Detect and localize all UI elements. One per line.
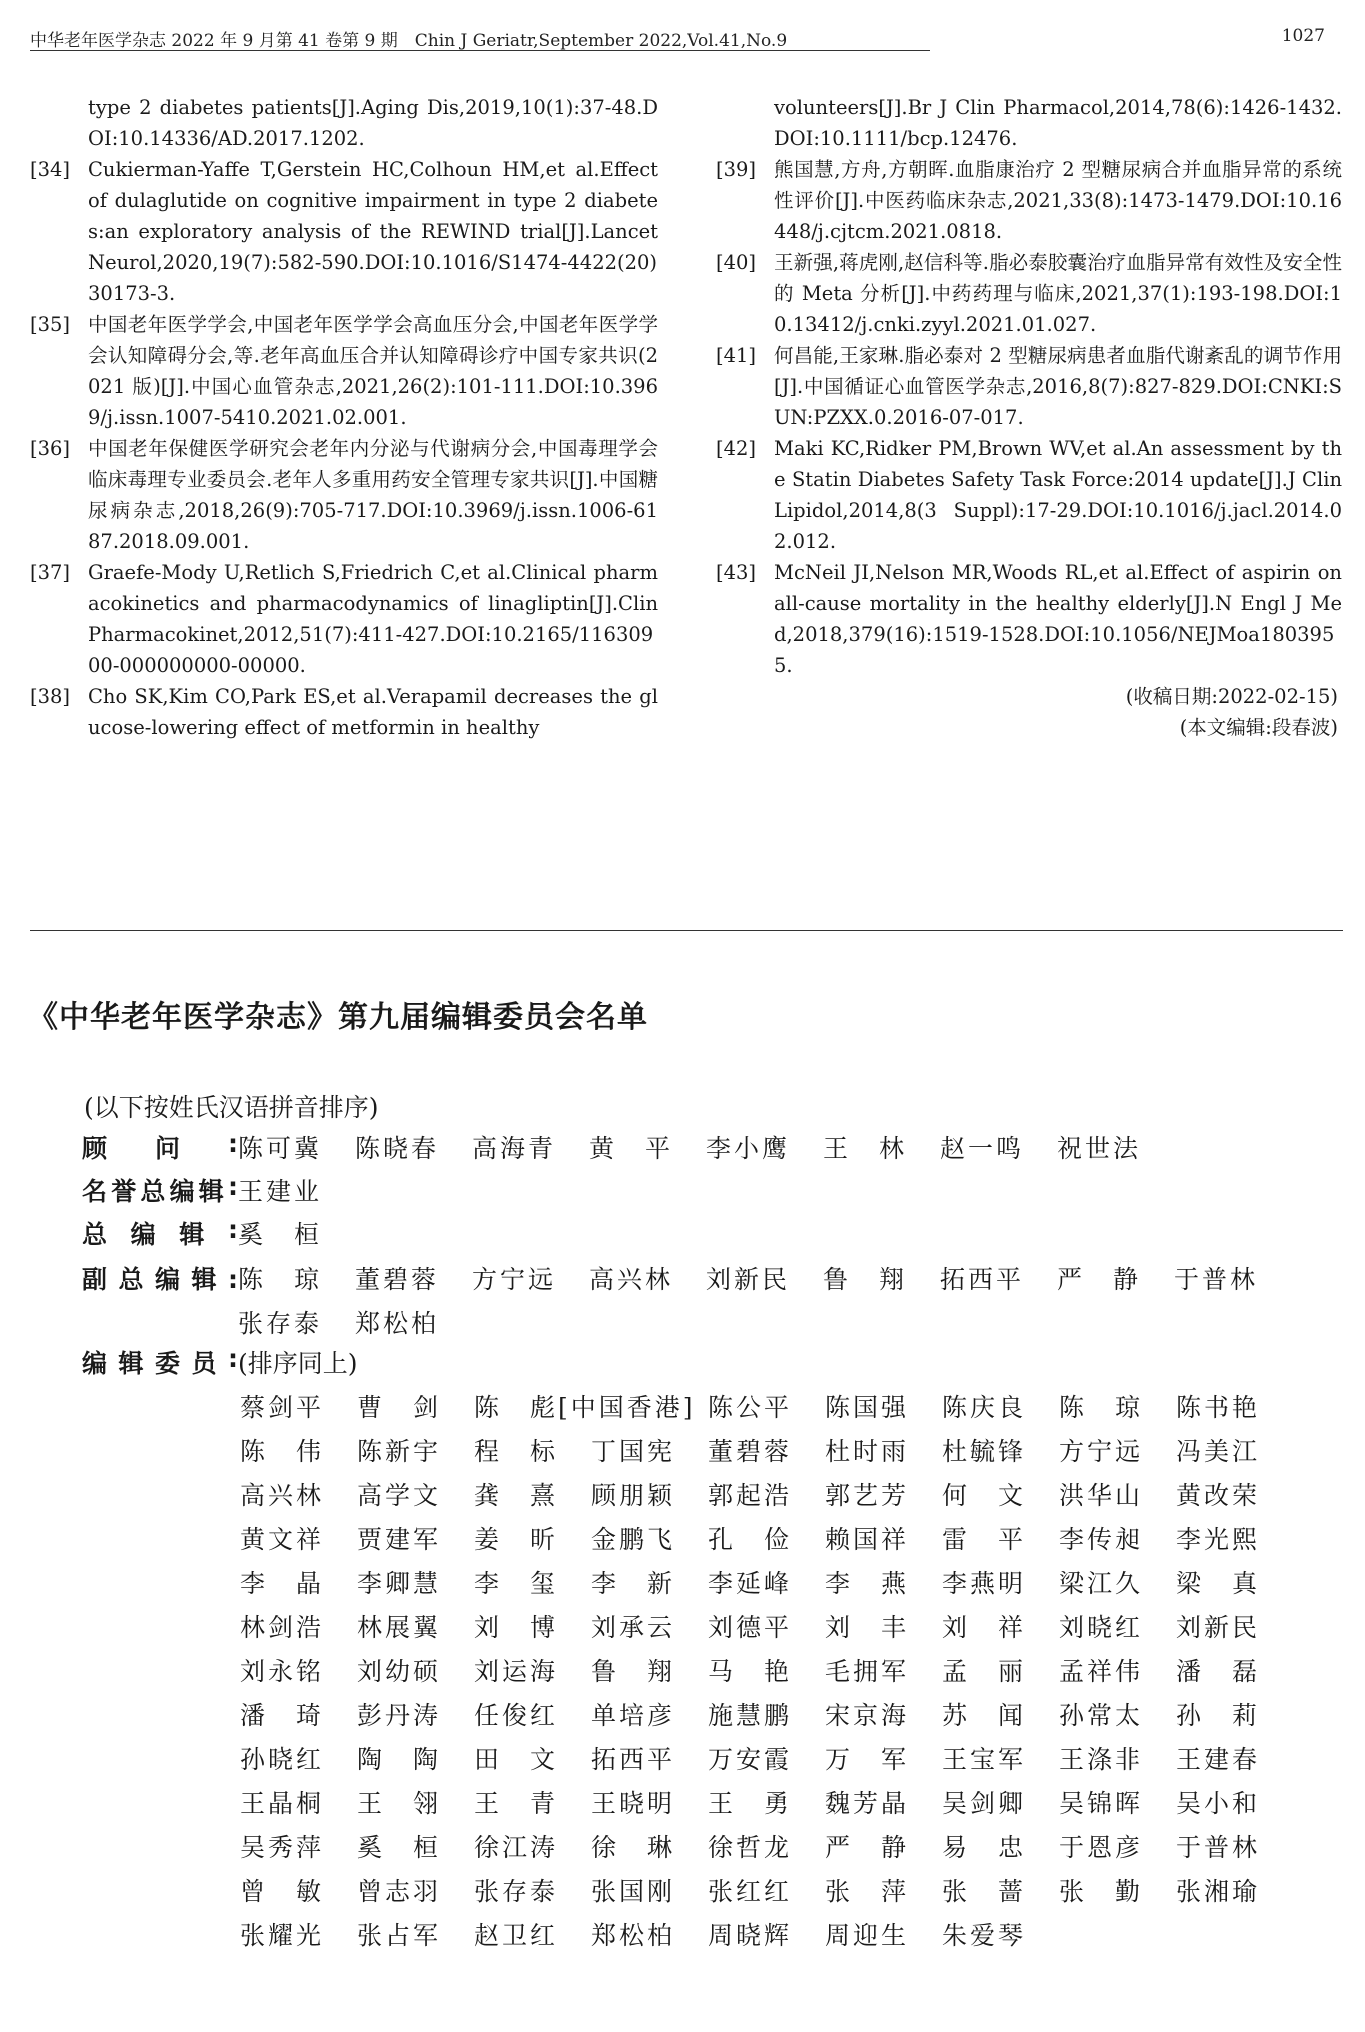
member-name: 于恩彦 xyxy=(1059,1833,1144,1862)
person-name: 高兴林 xyxy=(589,1265,674,1294)
member-name: 万 军 xyxy=(825,1745,910,1774)
deputy-label: 副 总 编 辑 : xyxy=(82,1265,238,1294)
member-name: 吴小和 xyxy=(1176,1789,1261,1818)
reference-text: 中国老年保健医学研究会老年内分泌与代谢病分会,中国毒理学会临床毒理专业委员会.老年人多重用药安全管理专家共识[J].中国糖尿病杂志,2018,26(9):705-717.DOI:10.3969/j.issn.1006-6187.2018.09.001. xyxy=(88,437,658,553)
member-name: 刘运海 xyxy=(474,1657,559,1686)
member-name: 陈国强 xyxy=(825,1393,910,1422)
member-name: 陈公平 xyxy=(708,1393,793,1422)
person-name: 高海青 xyxy=(472,1134,557,1163)
member-name: 万安霞 xyxy=(708,1745,793,1774)
board-title: 《中华老年医学杂志》第九届编辑委员会名单 xyxy=(28,1000,648,1035)
member-name: 黄改荣 xyxy=(1176,1481,1261,1510)
received-date: (收稿日期:2022-02-15) xyxy=(1125,685,1338,708)
member-name: 刘永铭 xyxy=(240,1657,325,1686)
member-name: 梁 真 xyxy=(1176,1569,1261,1598)
person-name: 拓西平 xyxy=(940,1265,1025,1294)
person-name: 黄 平 xyxy=(589,1134,674,1163)
member-name: 程 标 xyxy=(474,1437,559,1466)
member-name: 刘幼硕 xyxy=(357,1657,442,1686)
members-grid xyxy=(240,1386,1350,1958)
references-left-column xyxy=(30,92,658,743)
person-name: 李小鹰 xyxy=(706,1134,791,1163)
member-name: 吴锦晖 xyxy=(1059,1789,1144,1818)
member-name: 雷 平 xyxy=(942,1525,1027,1554)
person-name: 陈晓春 xyxy=(355,1134,440,1163)
member-name: 丁国宪 xyxy=(591,1437,676,1466)
reference-number: [37] xyxy=(30,561,71,584)
member-name: 曹 剑 xyxy=(357,1393,442,1422)
reference-number: [36] xyxy=(30,437,71,460)
article-editor: (本文编辑:段春波) xyxy=(1179,716,1338,739)
member-name: 林展翼 xyxy=(357,1613,442,1642)
reference-number: [34] xyxy=(30,158,71,181)
advisors-label: 顾 问 : xyxy=(82,1129,238,1163)
member-name: 奚 桓 xyxy=(357,1833,442,1862)
member-name: 刘承云 xyxy=(591,1613,676,1642)
member-name: 陈 彪[中国香港] xyxy=(474,1393,696,1422)
person-name: 鲁 翔 xyxy=(823,1265,908,1294)
member-name: 杜毓锋 xyxy=(942,1437,1027,1466)
person-name: 陈 琼 xyxy=(238,1265,323,1294)
member-name: 宋京海 xyxy=(825,1701,910,1730)
person-name: 王 林 xyxy=(823,1134,908,1163)
chief-label: 总 编 辑 : xyxy=(82,1215,238,1249)
chief-editor-row xyxy=(82,1215,1318,1251)
member-name: 李燕明 xyxy=(942,1569,1027,1598)
member-name: 陈 伟 xyxy=(240,1437,325,1466)
person-name: 祝世法 xyxy=(1057,1134,1142,1163)
member-name: 孙晓红 xyxy=(240,1745,325,1774)
reference-item xyxy=(30,681,658,743)
reference-text: Cukierman-Yaffe T,Gerstein HC,Colhoun HM,et al.Effect of dulaglutide on cognitive impairment in type 2 diabetes:an exploratory analysis of the REWIND trial[J].Lancet Neurol,2020,19(7):582-590.DOI:10.1016/S1474-4422(20)30173-3. xyxy=(88,158,658,305)
member-name: 孙常太 xyxy=(1059,1701,1144,1730)
member-name: 高学文 xyxy=(357,1481,442,1510)
member-name: 王 青 xyxy=(474,1789,559,1818)
member-name: 曾 敏 xyxy=(240,1877,325,1906)
member-name: 朱爱琴 xyxy=(942,1921,1027,1950)
member-name: 陈庆良 xyxy=(942,1393,1027,1422)
member-name: 彭丹涛 xyxy=(357,1701,442,1730)
reference-item xyxy=(716,154,1342,247)
person-name: 王建业 xyxy=(238,1177,323,1206)
member-name: 李 玺 xyxy=(474,1569,559,1598)
member-name: 吴剑卿 xyxy=(942,1789,1027,1818)
reference-item xyxy=(716,340,1342,433)
reference-text: Graefe-Mody U,Retlich S,Friedrich C,et al.Clinical pharmacokinetics and pharmacodynamics of linagliptin[J].Clin Pharmacokinet,2012,51(7):411-427.DOI:10.2165/11630900-000000000-00000. xyxy=(88,561,658,677)
member-name: 孟祥伟 xyxy=(1059,1657,1144,1686)
member-name: 郭艺芳 xyxy=(825,1481,910,1510)
member-name: 张国刚 xyxy=(591,1877,676,1906)
reference-text: Cho SK,Kim CO,Park ES,et al.Verapamil decreases the glucose-lowering effect of metformin in healthy xyxy=(88,685,658,739)
reference-number: [38] xyxy=(30,685,71,708)
person-name: 张存泰 xyxy=(238,1309,323,1338)
person-name: 董碧蓉 xyxy=(355,1265,440,1294)
member-name: 单培彦 xyxy=(591,1701,676,1730)
member-name: 马 艳 xyxy=(708,1657,793,1686)
reference-item xyxy=(30,433,658,557)
member-name: 蔡剑平 xyxy=(240,1393,325,1422)
member-name: 张耀光 xyxy=(240,1921,325,1950)
member-name: 李卿慧 xyxy=(357,1569,442,1598)
member-name: 潘 磊 xyxy=(1176,1657,1261,1686)
member-name: 李 新 xyxy=(591,1569,676,1598)
member-name: 贾建军 xyxy=(357,1525,442,1554)
member-name: 张存泰 xyxy=(474,1877,559,1906)
member-name: 金鹏飞 xyxy=(591,1525,676,1554)
members-row xyxy=(82,1344,1318,1380)
member-name: 顾朋颖 xyxy=(591,1481,676,1510)
member-name: 拓西平 xyxy=(591,1745,676,1774)
member-name: 陶 陶 xyxy=(357,1745,442,1774)
reference-item xyxy=(30,557,658,681)
reference-item xyxy=(30,92,658,154)
member-name: 郑松柏 xyxy=(591,1921,676,1950)
honorary-label: 名 誉 总 编 辑 : xyxy=(82,1172,238,1206)
member-name: 张占军 xyxy=(357,1921,442,1950)
member-name: 李传昶 xyxy=(1059,1525,1144,1554)
reference-text: 何昌能,王家琳.脂必泰对 2 型糖尿病患者血脂代谢紊乱的调节作用[J].中国循证心血管医学杂志,2016,8(7):827-829.DOI:CNKI:SUN:PZXX.0.2016-07-017. xyxy=(774,344,1342,429)
members-note: (排序同上) xyxy=(238,1349,358,1378)
member-name: 周迎生 xyxy=(825,1921,910,1950)
member-name: 陈书艳 xyxy=(1176,1393,1261,1422)
person-name: 方宁远 xyxy=(472,1265,557,1294)
member-name: 刘德平 xyxy=(708,1613,793,1642)
person-name: 郑松柏 xyxy=(355,1309,440,1338)
member-name: 王晓明 xyxy=(591,1789,676,1818)
member-name: 施慧鹏 xyxy=(708,1701,793,1730)
member-name: 曾志羽 xyxy=(357,1877,442,1906)
member-name: 冯美江 xyxy=(1176,1437,1261,1466)
member-name: 董碧蓉 xyxy=(708,1437,793,1466)
member-name: 高兴林 xyxy=(240,1481,325,1510)
member-name: 梁江久 xyxy=(1059,1569,1144,1598)
journal-citation: 中华老年医学杂志 2022 年 9 月第 41 卷第 9 期 Chin J Geriatr,September 2022,Vol.41,No.9 xyxy=(30,31,788,51)
member-name: 刘晓红 xyxy=(1059,1613,1144,1642)
header-rule xyxy=(30,50,930,51)
reference-number: [39] xyxy=(716,158,757,181)
reference-number: [35] xyxy=(30,313,71,336)
member-name: 任俊红 xyxy=(474,1701,559,1730)
member-name: 陈新宇 xyxy=(357,1437,442,1466)
member-name: 龚 熹 xyxy=(474,1481,559,1510)
reference-number: [42] xyxy=(716,437,757,460)
member-name: 姜 昕 xyxy=(474,1525,559,1554)
page-number: 1027 xyxy=(1281,26,1325,46)
reference-item xyxy=(30,154,658,309)
member-name: 严 静 xyxy=(825,1833,910,1862)
member-name: 田 文 xyxy=(474,1745,559,1774)
member-name: 刘 丰 xyxy=(825,1613,910,1642)
reference-item xyxy=(716,557,1342,681)
member-name: 陈 琼 xyxy=(1059,1393,1144,1422)
member-name: 毛拥军 xyxy=(825,1657,910,1686)
member-name: 魏芳晶 xyxy=(825,1789,910,1818)
person-name: 奚 桓 xyxy=(238,1220,323,1249)
person-name: 刘新民 xyxy=(706,1265,791,1294)
reference-item xyxy=(716,247,1342,340)
member-name: 王晶桐 xyxy=(240,1789,325,1818)
member-name: 王 勇 xyxy=(708,1789,793,1818)
member-name: 李 燕 xyxy=(825,1569,910,1598)
member-name: 徐 琳 xyxy=(591,1833,676,1862)
member-name: 刘 祥 xyxy=(942,1613,1027,1642)
member-name: 孔 俭 xyxy=(708,1525,793,1554)
member-name: 王宝军 xyxy=(942,1745,1027,1774)
person-name: 于普林 xyxy=(1174,1265,1259,1294)
reference-text: McNeil JI,Nelson MR,Woods RL,et al.Effect of aspirin onall-cause mortality in the healthy elderly[J].N Engl J Med,2018,379(16):1519-1528.DOI:10.1056/NEJMoa1803955. xyxy=(774,561,1342,677)
member-name: 刘 博 xyxy=(474,1613,559,1642)
member-name: 赵卫红 xyxy=(474,1921,559,1950)
member-name: 李延峰 xyxy=(708,1569,793,1598)
member-name: 林剑浩 xyxy=(240,1613,325,1642)
member-name: 徐哲龙 xyxy=(708,1833,793,1862)
reference-text: Maki KC,Ridker PM,Brown WV,et al.An assessment by the Statin Diabetes Safety Task Force:2014 update[J].J Clin Lipidol,2014,8(3 Suppl):17-29.DOI:10.1016/j.jacl.2014.02.012. xyxy=(774,437,1342,553)
member-name: 周晓辉 xyxy=(708,1921,793,1950)
member-name: 杜时雨 xyxy=(825,1437,910,1466)
member-name: 王建春 xyxy=(1176,1745,1261,1774)
reference-number: [40] xyxy=(716,251,757,274)
member-name: 刘新民 xyxy=(1176,1613,1261,1642)
reference-text: 王新强,蒋虎刚,赵信科等.脂必泰胶囊治疗血脂异常有效性及安全性的 Meta 分析[J].中药药理与临床,2021,37(1):193-198.DOI:10.13412/j.cnki.zyyl.2021.01.027. xyxy=(774,251,1342,336)
member-name: 李 晶 xyxy=(240,1569,325,1598)
honorary-editor-row xyxy=(82,1172,1318,1208)
member-name: 张 蔷 xyxy=(942,1877,1027,1906)
member-name: 潘 琦 xyxy=(240,1701,325,1730)
member-name: 于普林 xyxy=(1176,1833,1261,1862)
reference-number: [41] xyxy=(716,344,757,367)
member-name: 张 萍 xyxy=(825,1877,910,1906)
member-name: 吴秀萍 xyxy=(240,1833,325,1862)
member-name: 洪华山 xyxy=(1059,1481,1144,1510)
advisors-row xyxy=(82,1129,1318,1165)
member-name: 鲁 翔 xyxy=(591,1657,676,1686)
reference-text: 中国老年医学学会,中国老年医学学会高血压分会,中国老年医学学会认知障碍分会,等.老年高血压合并认知障碍诊疗中国专家共识(2021 版)[J].中国心血管杂志,2021,26(2):101-111.DOI:10.3969/j.issn.1007-5410.2021.02.001. xyxy=(88,313,658,429)
member-name: 张红红 xyxy=(708,1877,793,1906)
section-divider xyxy=(30,930,1343,931)
deputy-editors-row xyxy=(82,1258,1318,1346)
member-name: 黄文祥 xyxy=(240,1525,325,1554)
member-name: 何 文 xyxy=(942,1481,1027,1510)
member-name: 徐江涛 xyxy=(474,1833,559,1862)
reference-item xyxy=(716,433,1342,557)
reference-item xyxy=(716,92,1342,154)
member-name: 易 忠 xyxy=(942,1833,1027,1862)
member-name: 王 翎 xyxy=(357,1789,442,1818)
member-name: 李光熙 xyxy=(1176,1525,1261,1554)
member-name: 郭起浩 xyxy=(708,1481,793,1510)
references-right-column xyxy=(716,92,1342,743)
member-name: 孙 莉 xyxy=(1176,1701,1261,1730)
reference-text: 熊国慧,方舟,方朝晖.血脂康治疗 2 型糖尿病合并血脂异常的系统性评价[J].中医药临床杂志,2021,33(8):1473-1479.DOI:10.16448/j.cjtcm.2021.0818. xyxy=(774,158,1342,243)
member-name: 张 勤 xyxy=(1059,1877,1144,1906)
reference-item xyxy=(30,309,658,433)
person-name: 严 静 xyxy=(1057,1265,1142,1294)
reference-number: [43] xyxy=(716,561,757,584)
member-name: 张湘瑜 xyxy=(1176,1877,1261,1906)
member-name: 方宁远 xyxy=(1059,1437,1144,1466)
reference-text: volunteers[J].Br J Clin Pharmacol,2014,78(6):1426-1432.DOI:10.1111/bcp.12476. xyxy=(774,96,1342,150)
member-name: 王涤非 xyxy=(1059,1745,1144,1774)
person-name: 陈可冀 xyxy=(238,1134,323,1163)
member-name: 孟 丽 xyxy=(942,1657,1027,1686)
person-name: 赵一鸣 xyxy=(940,1134,1025,1163)
members-label: 编 辑 委 员 : xyxy=(82,1344,238,1378)
member-name: 苏 闻 xyxy=(942,1701,1027,1730)
sort-note: (以下按姓氏汉语拼音排序) xyxy=(84,1093,379,1122)
reference-text: type 2 diabetes patients[J].Aging Dis,2019,10(1):37-48.DOI:10.14336/AD.2017.1202. xyxy=(88,96,658,150)
member-name: 赖国祥 xyxy=(825,1525,910,1554)
